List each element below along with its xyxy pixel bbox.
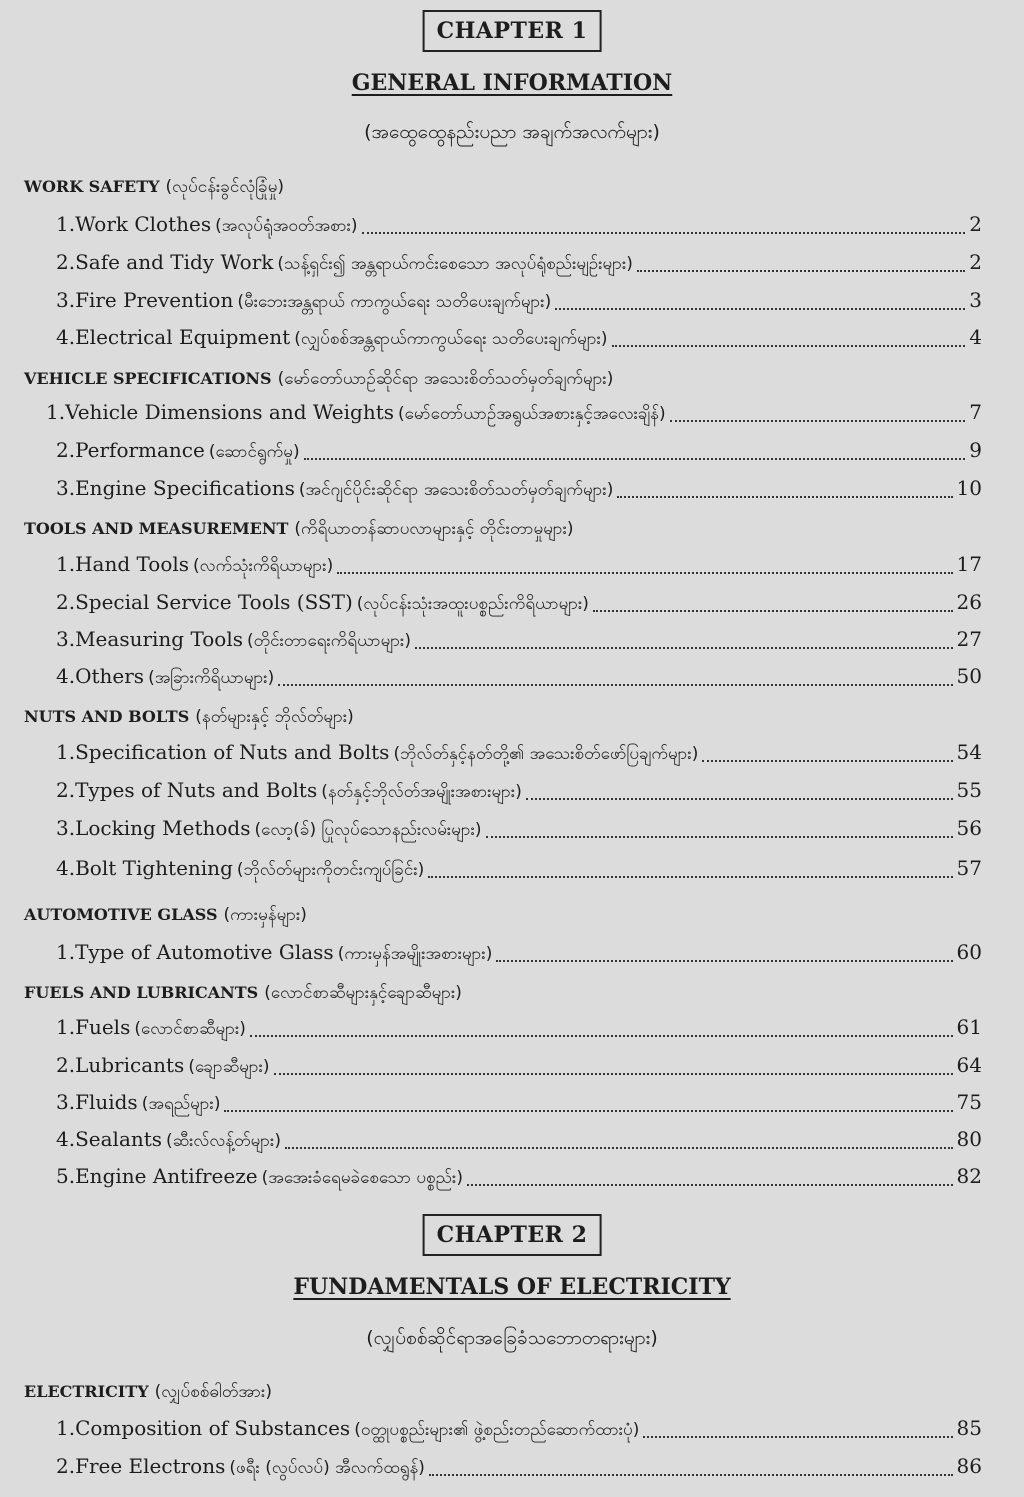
page-number: 2 (969, 212, 982, 236)
toc-entry[interactable] (56, 664, 982, 692)
page-number: 86 (956, 1454, 982, 1478)
entry-label: 3.Fluids (56, 1090, 138, 1114)
entry-label-my: (အအေးခံရေမခဲစေသော ပစ္စည်း) (261, 1168, 463, 1188)
entry-label: 2.Lubricants (56, 1053, 185, 1077)
toc-entry[interactable] (56, 438, 982, 466)
leader-dots (337, 571, 952, 574)
entry-label: 1.Hand Tools (56, 552, 190, 576)
entry-label: 2.Safe and Tidy Work (56, 250, 274, 274)
entry-label: 1.Fuels (56, 1015, 131, 1039)
entry-label-my: (ကားမှန်အမျိုးအစားများ) (337, 944, 493, 964)
section-title-my: (မော်တော်ယာဉ်ဆိုင်ရာ အသေးစိတ်သတ်မှတ်ချက်များ) (277, 369, 614, 389)
section-title-my: (လျှပ်စစ်ဓါတ်အား) (154, 1382, 272, 1402)
entry-label-my: (အခြားကိရိယာများ) (148, 668, 275, 688)
leader-dots (496, 959, 952, 962)
entry-label-my: (ဆီးလ်လန့်တ်များ) (166, 1131, 281, 1151)
page-number: 2 (969, 250, 982, 274)
leader-dots (670, 419, 966, 422)
toc-entry[interactable] (56, 1454, 982, 1482)
entry-label-my: (အရည်များ) (141, 1094, 221, 1114)
entry-label-my: (မော်တော်ယာဉ်အရွယ်အစားနှင့်အလေးချိန်) (398, 404, 666, 424)
leader-dots (274, 1072, 953, 1075)
toc-entry[interactable] (56, 1015, 982, 1043)
entry-label-my: (ဆောင်ရွက်မှု) (208, 442, 300, 462)
toc-entry[interactable] (56, 816, 982, 844)
section-heading (24, 1381, 994, 1406)
chapter-1-label: CHAPTER 1 (423, 10, 602, 52)
entry-label: 1.Type of Automotive Glass (56, 940, 334, 964)
chapter-2-title: FUNDAMENTALS OF ELECTRICITY (293, 1274, 731, 1300)
chapter-1-title: GENERAL INFORMATION (351, 70, 673, 96)
page-number: 61 (956, 1015, 982, 1039)
entry-label: 3.Locking Methods (56, 816, 251, 840)
section-heading (24, 706, 994, 731)
entry-label: 4.Others (56, 664, 145, 688)
page-number: 60 (956, 940, 982, 964)
section-title-my: (လောင်စာဆီများနှင့်ချောဆီများ) (264, 983, 462, 1003)
entry-label: 4.Sealants (56, 1127, 163, 1151)
leader-dots (429, 1473, 953, 1476)
entry-label: 1.Composition of Substances (56, 1416, 351, 1440)
entry-label-my: (နတ်နှင့်ဘိုလ်တ်အမျိုးအစားများ) (321, 782, 522, 802)
toc-entry[interactable] (56, 1164, 982, 1192)
chapter-2-subtitle: (လျှပ်စစ်ဆိုင်ရာအခြေခံသဘောတရားများ) (366, 1327, 658, 1349)
toc-entry[interactable] (56, 590, 982, 618)
leader-dots (415, 646, 953, 649)
toc-entry[interactable] (56, 856, 982, 884)
section-heading (24, 982, 994, 1007)
leader-dots (467, 1183, 953, 1186)
entry-label: 3.Engine Specifications (56, 476, 295, 500)
page-number: 64 (956, 1053, 982, 1077)
page-number: 26 (956, 590, 982, 614)
chapter-1-subtitle: (အထွေထွေနည်းပညာ အချက်အလက်များ) (364, 121, 660, 143)
entry-label: 4.Electrical Equipment (56, 325, 291, 349)
toc-entry[interactable] (56, 740, 982, 768)
page-number: 7 (969, 400, 982, 424)
section-title: AUTOMOTIVE GLASS (24, 905, 218, 924)
section-title: FUELS AND LUBRICANTS (24, 983, 259, 1002)
toc-entry[interactable] (56, 212, 982, 240)
section-title: NUTS AND BOLTS (24, 707, 190, 726)
section-title-my: (ကိရိယာတန်ဆာပလာများနှင့် တိုင်းတာမှုများ) (294, 519, 574, 539)
leader-dots (555, 307, 965, 310)
page-number: 4 (969, 325, 982, 349)
page-number: 56 (956, 816, 982, 840)
toc-entry[interactable] (56, 250, 982, 278)
leader-dots (526, 797, 953, 800)
leader-dots (637, 269, 965, 272)
entry-label-my: (မီးဘေးအန္တရာယ် ကာကွယ်ရေး သတိပေးချက်များ) (237, 292, 552, 312)
entry-label-my: (အင်ဂျင်ပိုင်းဆိုင်ရာ အသေးစိတ်သတ်မှတ်ချက်များ) (298, 480, 614, 500)
entry-label: 5.Engine Antifreeze (56, 1164, 258, 1188)
toc-entry[interactable] (56, 1127, 982, 1155)
entry-label: 2.Types of Nuts and Bolts (56, 778, 318, 802)
page-number: 54 (956, 740, 982, 764)
page-number: 80 (956, 1127, 982, 1151)
section-heading (24, 176, 994, 201)
entry-label-my: (ဝတ္ထုပစ္စည်းများ၏ ဖွဲ့စည်းတည်ဆောက်ထားပုံ) (354, 1420, 640, 1440)
entry-label: 2.Performance (56, 438, 205, 462)
section-title-my: (နတ်များနှင့် ဘိုလ်တ်များ) (195, 707, 354, 727)
leader-dots (486, 835, 953, 838)
page-number: 75 (956, 1090, 982, 1114)
leader-dots (362, 231, 966, 234)
section-title: WORK SAFETY (24, 177, 160, 196)
section-title: VEHICLE SPECIFICATIONS (24, 369, 272, 388)
toc-entry[interactable] (56, 325, 982, 353)
entry-label-my: (လောင်စာဆီများ) (134, 1019, 246, 1039)
page-number: 55 (956, 778, 982, 802)
section-heading (24, 904, 994, 929)
toc-entry[interactable] (56, 1416, 982, 1444)
page-number: 85 (956, 1416, 982, 1440)
entry-label-my: (ချောဆီများ) (188, 1057, 270, 1077)
leader-dots (617, 495, 952, 498)
entry-label: 3.Measuring Tools (56, 627, 243, 651)
entry-label-my: (လျှပ်စစ်အန္တရာယ်ကာကွယ်ရေး သတိပေးချက်များ) (294, 329, 608, 349)
page-number: 3 (969, 288, 982, 312)
section-heading (24, 368, 994, 393)
section-title: ELECTRICITY (24, 1382, 149, 1401)
page-number: 50 (956, 664, 982, 688)
entry-label-my: (တိုင်းတာရေးကိရိယာများ) (247, 631, 412, 651)
leader-dots (224, 1109, 952, 1112)
leader-dots (643, 1435, 952, 1438)
toc-entry[interactable] (56, 1090, 982, 1118)
entry-label: 3.Fire Prevention (56, 288, 234, 312)
entry-label-my: (ဘိုလ်တ်နှင့်နတ်တို့၏ အသေးစိတ်ဖော်ပြချက်များ) (393, 744, 699, 764)
entry-label: 2.Special Service Tools (SST) (56, 590, 353, 614)
toc-entry[interactable] (56, 552, 982, 580)
entry-label-my: (သန့်ရှင်း၍ အန္တရာယ်ကင်းစေသော အလုပ်ရုံစည်းမျဉ်းများ) (277, 254, 633, 274)
page-number: 9 (969, 438, 982, 462)
page-number: 10 (956, 476, 982, 500)
entry-label-my: (ဖရီး (လွပ်လပ်) အီလက်ထရွန်) (229, 1458, 425, 1478)
leader-dots (428, 875, 952, 878)
leader-dots (702, 759, 952, 762)
toc-entry[interactable] (56, 288, 982, 316)
entry-label-my: (လုပ်ငန်းသုံးအထူးပစ္စည်းကိရိယာများ) (356, 594, 589, 614)
toc-entry[interactable] (56, 778, 982, 806)
entry-label: 4.Bolt Tightening (56, 856, 233, 880)
section-title-my: (လုပ်ငန်းခွင်လုံခြုံမှု) (165, 177, 285, 197)
entry-label-my: (လက်သုံးကိရိယာများ) (193, 556, 334, 576)
toc-entry[interactable] (56, 940, 982, 968)
section-title-my: (ကားမှန်များ) (223, 905, 307, 925)
toc-entry[interactable] (56, 1053, 982, 1081)
page-number: 27 (956, 627, 982, 651)
leader-dots (612, 344, 966, 347)
entry-label-my: (အလုပ်ရုံအဝတ်အစား) (215, 216, 358, 236)
entry-label: 1.Work Clothes (56, 212, 212, 236)
entry-label-my: (ဘိုလ်တ်များကိုတင်းကျပ်ခြင်း) (236, 860, 425, 880)
entry-label: 2.Free Electrons (56, 1454, 226, 1478)
toc-entry[interactable] (46, 400, 982, 428)
leader-dots (250, 1034, 953, 1037)
leader-dots (593, 609, 953, 612)
toc-entry[interactable] (56, 627, 982, 655)
chapter-2-label: CHAPTER 2 (423, 1214, 602, 1256)
leader-dots (285, 1146, 953, 1149)
page-number: 57 (956, 856, 982, 880)
leader-dots (278, 683, 952, 686)
section-heading (24, 518, 994, 543)
toc-entry[interactable] (56, 476, 982, 504)
entry-label: 1.Specification of Nuts and Bolts (56, 740, 390, 764)
leader-dots (304, 457, 966, 460)
page-number: 17 (956, 552, 982, 576)
entry-label: 1.Vehicle Dimensions and Weights (46, 400, 395, 424)
page-number: 82 (956, 1164, 982, 1188)
entry-label-my: (လော့(ခ်) ပြုလုပ်သောနည်းလမ်းများ) (254, 820, 482, 840)
section-title: TOOLS AND MEASUREMENT (24, 519, 289, 538)
